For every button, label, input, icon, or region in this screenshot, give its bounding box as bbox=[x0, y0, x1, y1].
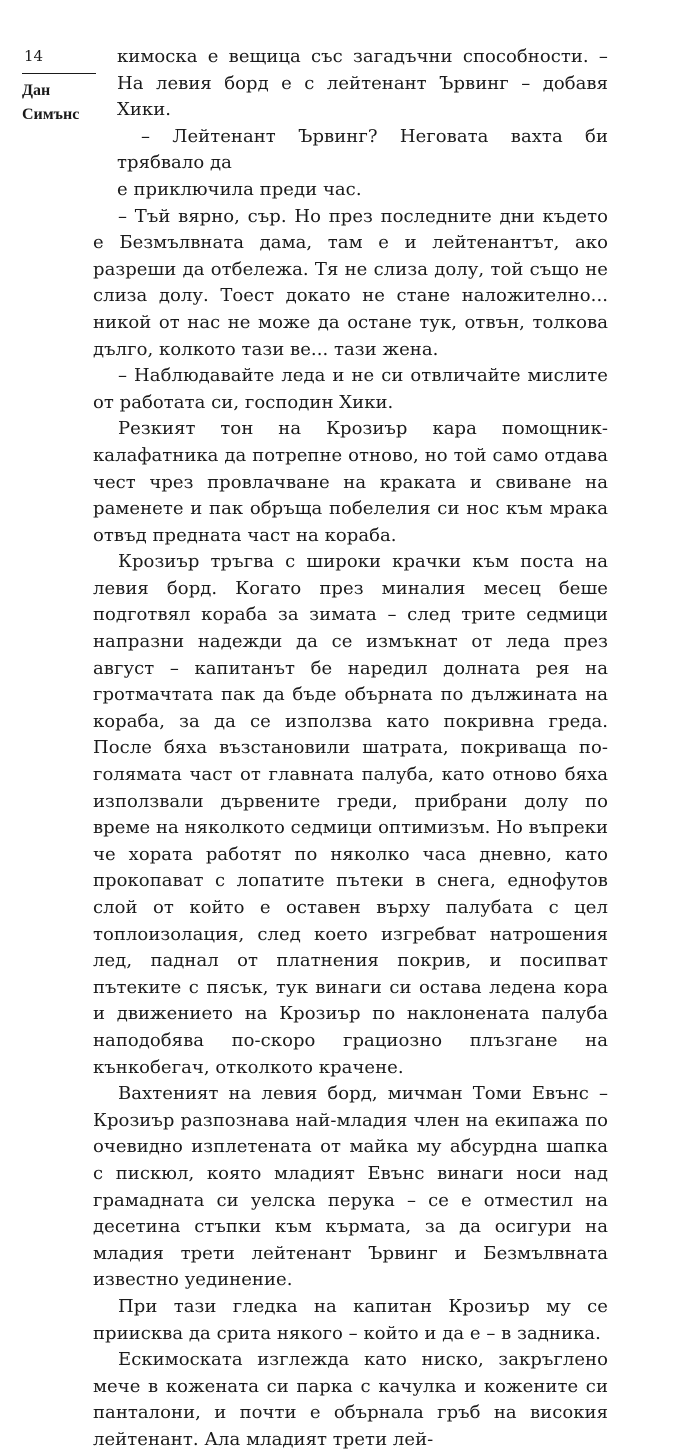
paragraph-continued: кимоска е вещица със загадъчни способности. – На левия борд е с лейтенант Ървинг – добавя Хики. bbox=[117, 46, 608, 121]
page-number: 14 bbox=[24, 47, 44, 65]
paragraph-dialogue-end: е приключила преди час. bbox=[117, 178, 362, 200]
paragraph: Крозиър тръгва с широки крачки към поста на левия борд. Когато през миналия месец беше подготвял кораба за зимата – след трите седмици напразни надежди да се измъкнат от леда през август – капитанът бе наредил долната рея на гротмачтата пак да бъде обърната по дължината на кораба, за да се използва като покривна греда. После бяха възстановили шатрата, покриваща по-голямата част от главната палуба, като отново бяха използвали дървените греди, прибрани долу по време на няколкото седмици оптимизъм. Но въпреки че хората работят по няколко часа дневно, като прокопават с лопатите пътеки в снега, еднофутов слой от който е оставен върху палубата с цел топлоизолация, след което изгребват натрошения лед, паднал от платнения покрив, и посипват пътеките с пясък, тук винаги си остава ледена кора и движението на Крозиър по наклонената палуба наподобява по-скоро грациозно плъзгане на кънкобегач, отколкото крачене. bbox=[93, 551, 608, 1078]
author-first-name: Дан bbox=[22, 82, 51, 99]
paragraph: При тази гледка на капитан Крозиър му се приисква да срита някого – който и да е – в задника. bbox=[93, 1295, 608, 1344]
author-last-name: Симънс bbox=[22, 106, 80, 123]
margin-rule-divider bbox=[22, 73, 96, 74]
paragraph: Резкият тон на Крозиър кара помощник-калафатника да потрепне отново, но той само отдава чест чрез провлачване на краката и свиване на раменете и пак обръща побелелия си нос към мрака отвъд предната част на кораба. bbox=[93, 418, 608, 546]
body-text bbox=[93, 44, 608, 1453]
paragraph: – Тъй вярно, сър. Но през последните дни където е Безмълвната дама, там е и лейтенантът, ако разреши да отбележа. Тя не слиза долу, той също не слиза долу. Тоест докато не стане наложително... никой от нас не може да остане тук, отвън, толкова дълго, колкото тази ве... тази жена. bbox=[93, 205, 608, 360]
paragraph-dialogue-start: – Лейтенант Ървинг? Неговата вахта би трябвало да bbox=[117, 125, 608, 174]
paragraph: Ескимоската изглежда като ниско, закръглено мече в кожената си парка с качулка и кожените си панталони, и почти е обърнала гръб на високия лейтенант. Ала младият трети лей- bbox=[93, 1349, 608, 1450]
paragraph: – Наблюдавайте леда и не си отвличайте мислите от работата си, господин Хики. bbox=[93, 365, 608, 413]
running-head bbox=[22, 46, 94, 127]
paragraph: Вахтеният на левия борд, мичман Томи Евънс – Крозиър разпознава най-младия член на екипажа по очевидно изплетената от майка му абсурдна шапка с пискюл, която младият Евънс винаги носи над грамадната си уелска перука – се е отместил на десетина стъпки към кърмата, за да осигури на младия трети лейтенант Ървинг и Безмълвната известно уединение. bbox=[93, 1083, 608, 1291]
